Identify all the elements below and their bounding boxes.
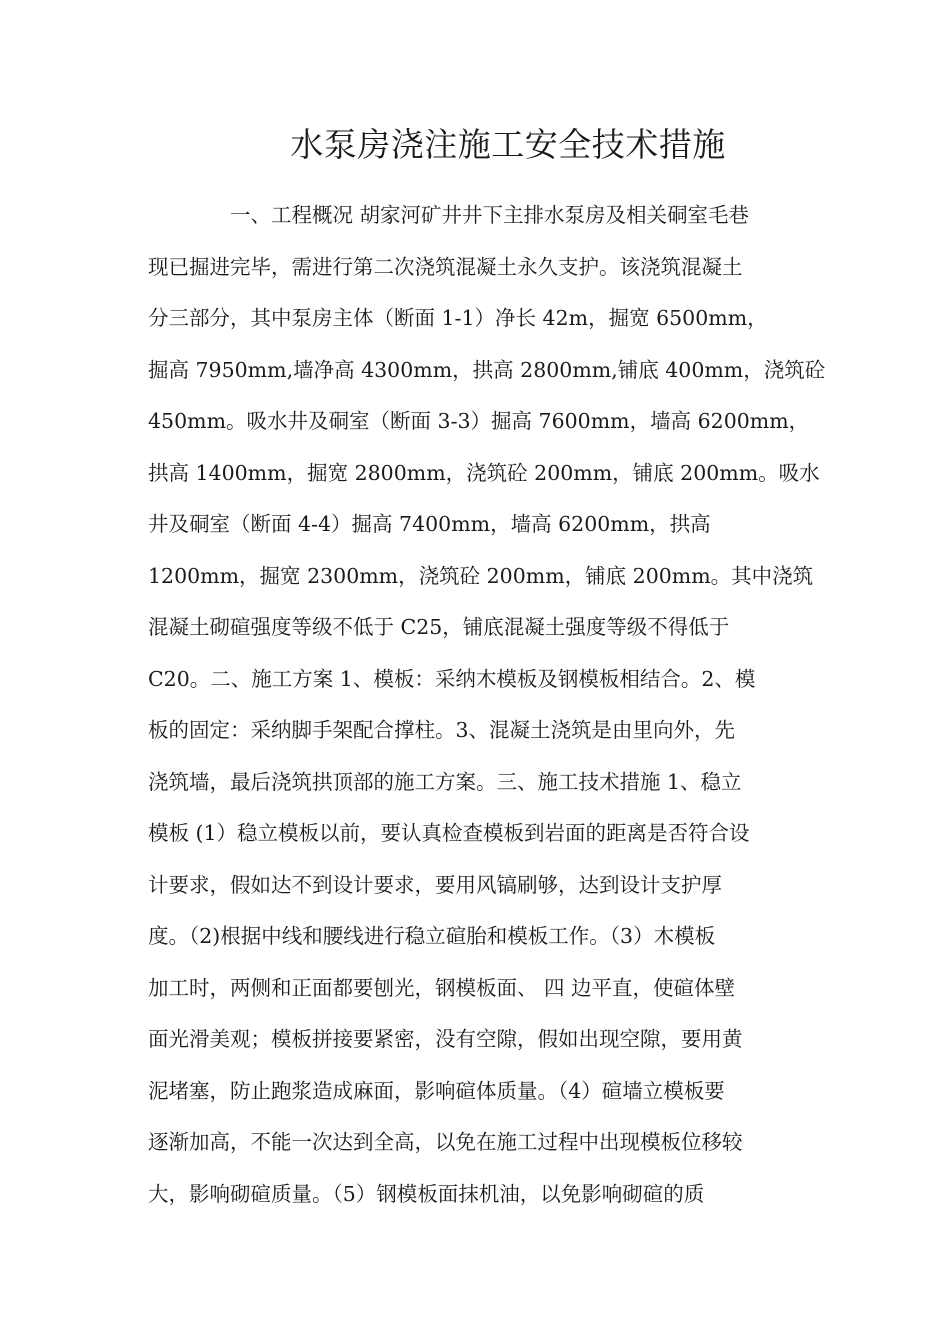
paragraph-line: 井及硐室（断面 4-4）掘高 7400mm，墙高 6200mm，拱高 bbox=[148, 512, 711, 536]
paragraph-line: 1200mm，掘宽 2300mm，浇筑砼 200mm，铺底 200mm。其中浇筑 bbox=[148, 563, 814, 588]
paragraph-line: 浇筑墙，最后浇筑拱顶部的施工方案。三、施工技术措施 1、稳立 bbox=[148, 769, 742, 794]
paragraph-line: 逐渐加高，不能一次达到全高，以免在施工过程中出现模板位移较 bbox=[148, 1130, 743, 1154]
document-body bbox=[148, 190, 826, 1220]
paragraph-line: 现已掘进完毕，需进行第二次浇筑混凝土永久支护。该浇筑混凝土 bbox=[148, 254, 743, 279]
document-title: 水泵房浇注施工安全技术措施 bbox=[290, 125, 726, 164]
paragraph-line: 计要求，假如达不到设计要求，要用风镐刷够，达到设计支护厚 bbox=[148, 872, 722, 897]
paragraph-line: 拱高 1400mm，掘宽 2800mm，浇筑砼 200mm，铺底 200mm。吸水 bbox=[148, 460, 820, 485]
paragraph-line: 掘高 7950mm,墙净高 4300mm，拱高 2800mm,铺底 400mm，浇筑砼 bbox=[148, 357, 826, 382]
paragraph-line: 板的固定：采纳脚手架配合撑柱。3、混凝土浇筑是由里向外，先 bbox=[148, 718, 736, 742]
paragraph-line: 加工时，两侧和正面都要刨光，钢模板面、 四 边平直，使碹体壁 bbox=[148, 975, 736, 1000]
paragraph-line: 面光滑美观；模板拼接要紧密，没有空隙，假如出现空隙，要用黄 bbox=[148, 1027, 743, 1051]
paragraph-line: 分三部分，其中泵房主体（断面 1-1）净长 42m，掘宽 6500mm， bbox=[148, 306, 768, 330]
paragraph-line: 大，影响砌碹质量。（5）钢模板面抹机油，以免影响砌碹的质 bbox=[148, 1181, 705, 1206]
paragraph-line: 混凝土砌碹强度等级不低于 C25，铺底混凝土强度等级不得低于 bbox=[148, 615, 730, 639]
paragraph-line: 模板 (1）稳立模板以前，要认真检查模板到岩面的距离是否符合设 bbox=[148, 821, 750, 845]
paragraph-line: 泥堵塞，防止跑浆造成麻面，影响碹体质量。（4）碹墙立模板要 bbox=[148, 1078, 725, 1103]
paragraph-line: 一、工程概况 胡家河矿井井下主排水泵房及相关硐室毛巷 bbox=[230, 203, 750, 227]
paragraph-line: C20。二、施工方案 1、模板：采纳木模板及钢模板相结合。2、模 bbox=[148, 666, 756, 691]
paragraph-line: 450mm。吸水井及硐室（断面 3-3）掘高 7600mm，墙高 6200mm， bbox=[148, 409, 810, 433]
paragraph-line: 度。（2)根据中线和腰线进行稳立碹胎和模板工作。（3）木模板 bbox=[148, 924, 716, 948]
